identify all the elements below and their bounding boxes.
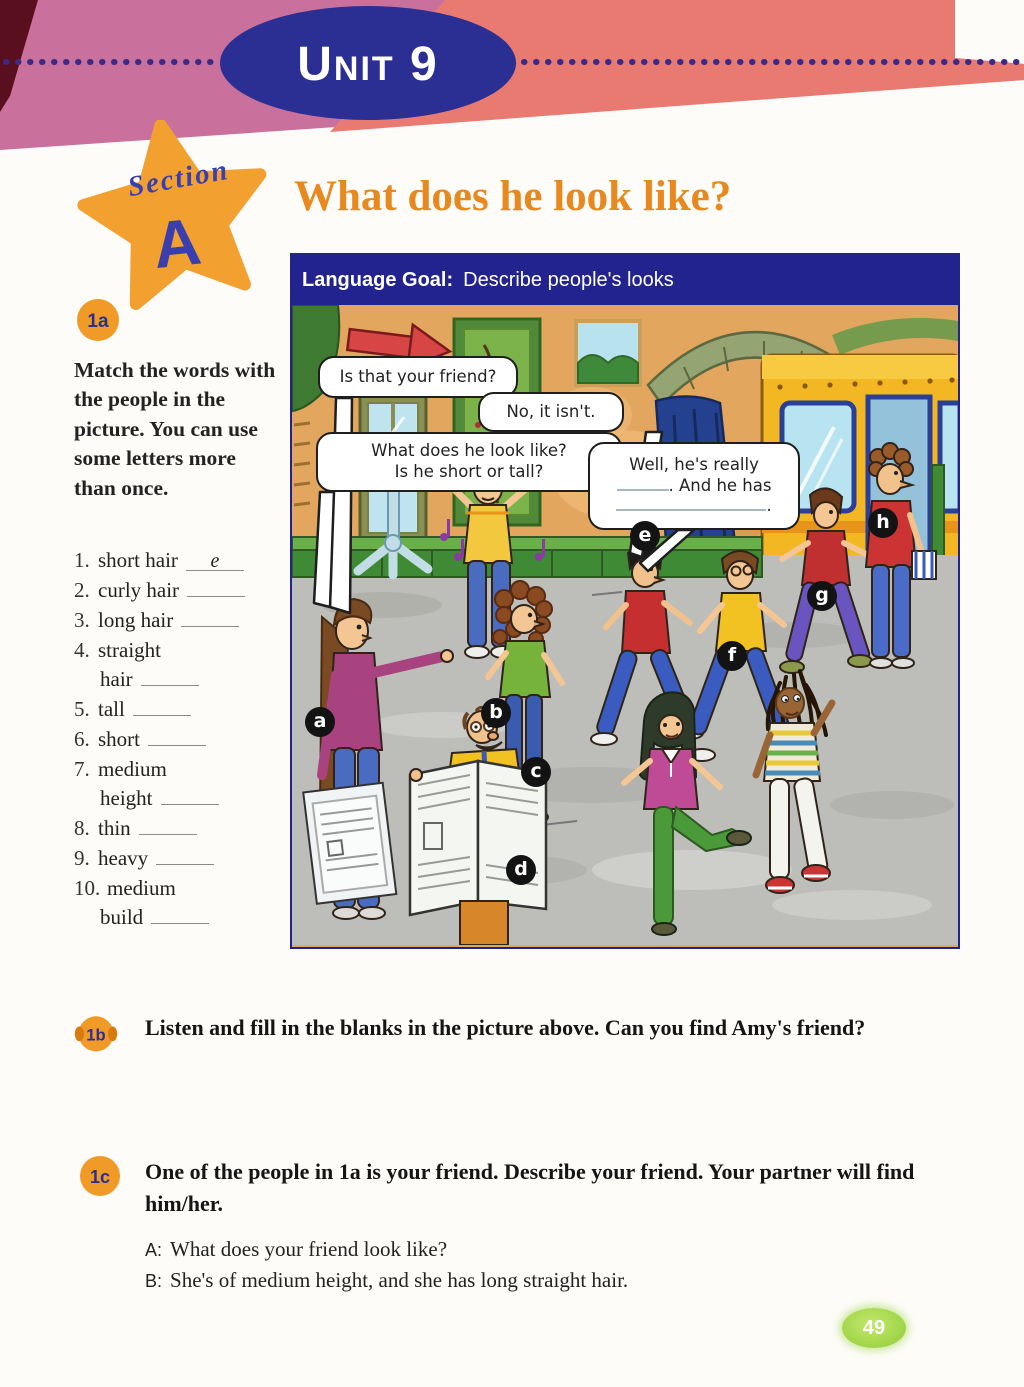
language-goal-label: Language Goal:: [302, 269, 454, 291]
newspaper-stack: [303, 783, 396, 904]
speech-bubble-4-line1: Well, he's really: [629, 455, 759, 475]
word-list: [74, 546, 289, 933]
badge-1b-text: 1b: [86, 1025, 106, 1045]
badge-1c: [76, 1152, 124, 1200]
activity-1c-text: One of the people in 1a is your friend. Describe your friend. Your partner will find him/her.: [145, 1159, 915, 1216]
speech-bubble-2: [478, 392, 624, 432]
answer-blank: [161, 786, 219, 805]
section-letter: A: [149, 204, 205, 283]
label-c: c: [521, 757, 551, 787]
label-b: b: [481, 698, 511, 728]
list-item: 7. medium height: [74, 755, 289, 813]
dialogue-line-a: A: What does your friend look like?: [145, 1237, 448, 1261]
scene-illustration: [292, 305, 958, 945]
list-item: 9. heavy: [74, 844, 289, 873]
label-e: e: [630, 521, 660, 551]
section-word: Section: [125, 153, 232, 204]
list-item: 3. long hair: [74, 606, 289, 635]
answer-blank: [141, 667, 199, 686]
speech-bubble-4-line3: .: [616, 496, 771, 517]
activity-1b-text: Listen and fill in the blanks in the picture above. Can you find Amy's friend?: [145, 1015, 866, 1040]
badge-1c-text: 1c: [89, 1167, 111, 1187]
unit-label: Unit 9: [297, 38, 439, 91]
speech-blank-short: [617, 476, 669, 491]
speaker-b: B:: [145, 1271, 163, 1291]
landscape-poster: [576, 321, 640, 385]
page-title: What does he look like?: [294, 173, 732, 220]
list-item: 10. medium build: [74, 874, 289, 932]
label-d: d: [506, 855, 536, 885]
answer-blank: [148, 727, 206, 746]
list-item: 8. thin: [74, 814, 289, 843]
label-a: a: [305, 707, 335, 737]
answer-blank: [139, 816, 197, 835]
language-goal-text: Describe people's looks: [463, 269, 674, 291]
speech-bubble-1-text: Is that your friend?: [339, 366, 497, 386]
answer-blank: [133, 697, 191, 716]
list-item: 5. tall: [74, 695, 289, 724]
answer-blank: e: [186, 552, 244, 571]
instructions-1a: Match the words with the people in the picture. You can use some letters more than once.: [74, 358, 276, 500]
list-item: 4. straight hair: [74, 636, 289, 694]
page-number-badge: 49: [842, 1308, 906, 1348]
badge-1b: [72, 1008, 120, 1056]
badge-1a: [74, 296, 122, 344]
speech-bubble-2-text: No, it isn't.: [506, 401, 596, 421]
speech-bubble-4-line2: . And he has: [617, 476, 772, 497]
label-h: h: [868, 508, 898, 538]
answer-blank: [187, 578, 245, 597]
list-item: 2. curly hair: [74, 576, 289, 605]
section-star: [72, 120, 282, 310]
list-item: 1. short hair e: [74, 546, 289, 575]
list-item: 6. short: [74, 725, 289, 754]
answer-blank: [181, 608, 239, 627]
answer-blank: [156, 846, 214, 865]
label-f: f: [717, 641, 747, 671]
speech-bubble-3-line2: Is he short or tall?: [394, 462, 544, 481]
speech-bubble-1: [318, 356, 518, 398]
street-scene: [292, 305, 958, 945]
speech-bubble-3: [316, 432, 622, 492]
label-g: g: [807, 581, 837, 611]
badge-1a-text: 1a: [87, 311, 109, 332]
language-goal-bar: [292, 255, 958, 305]
answer-blank: [151, 905, 209, 924]
speech-bubble-4: [588, 442, 800, 530]
speaker-a: A:: [145, 1240, 163, 1260]
speech-bubble-3-line1: What does he look like?: [371, 441, 567, 461]
dialogue: [145, 1234, 845, 1296]
picture-block: [290, 253, 960, 949]
dialogue-line-b: B: She's of medium height, and she has long straight hair.: [145, 1268, 629, 1292]
speech-blank-long: [616, 496, 766, 511]
